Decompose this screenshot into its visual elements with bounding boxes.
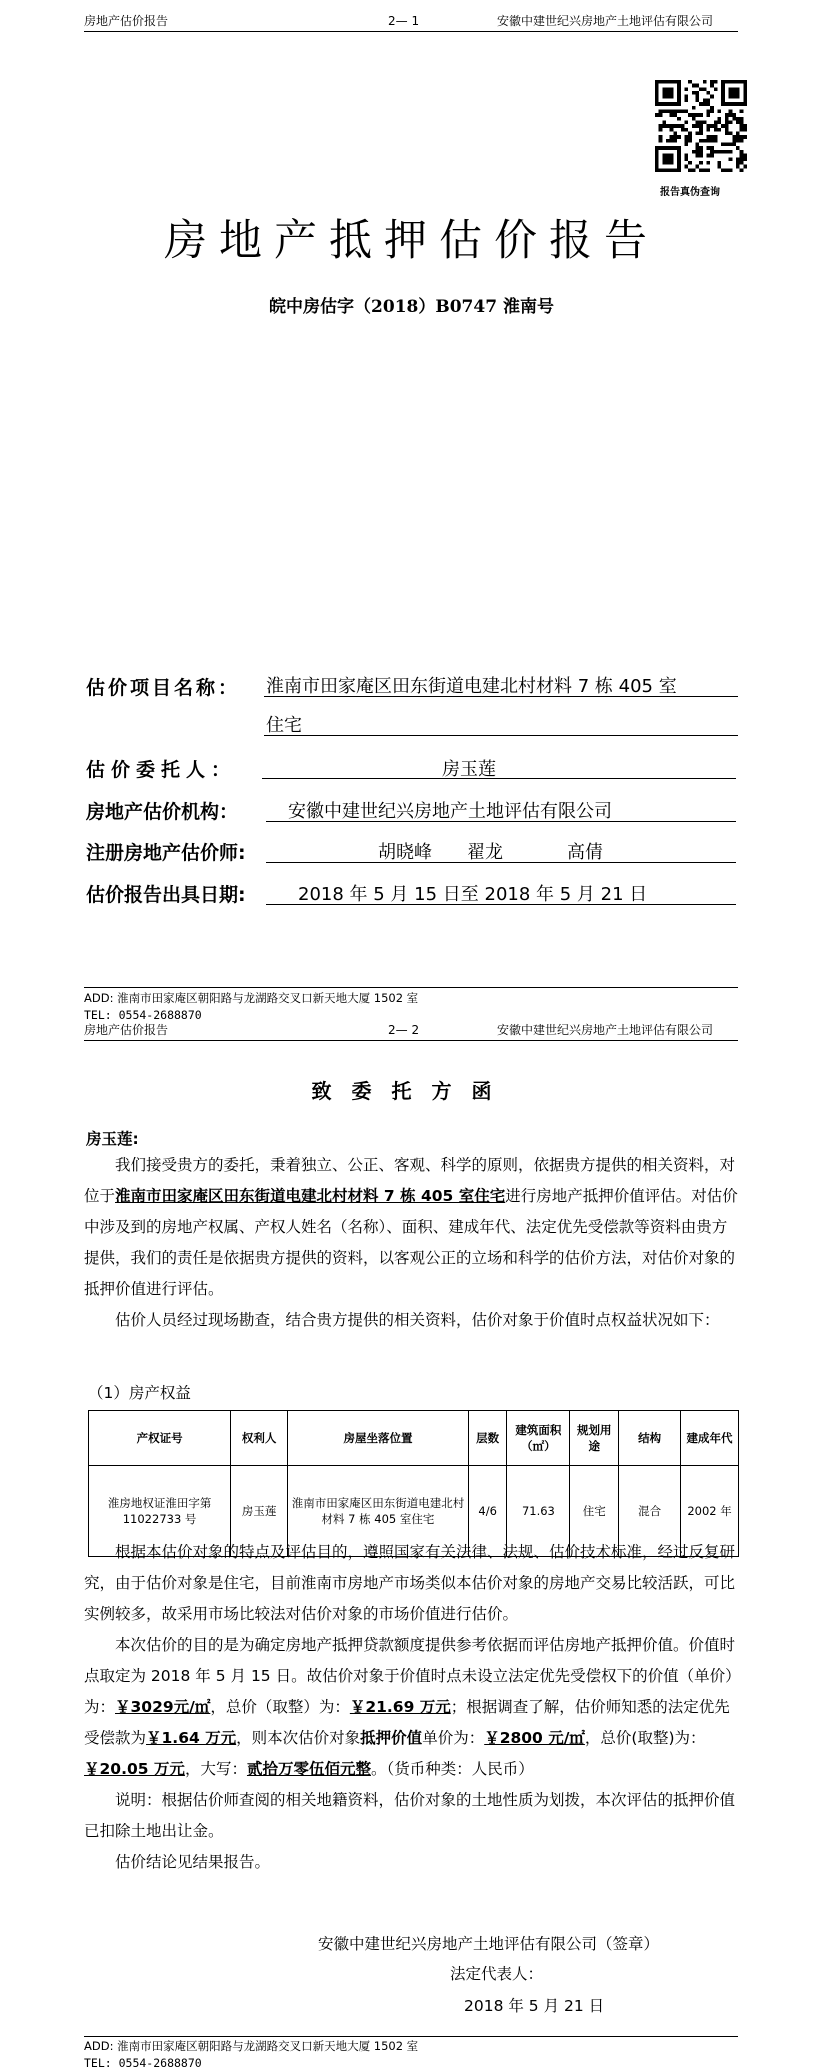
header-left: 房地产估价报告 [84, 1023, 169, 1037]
table-cell: 4/6 [468, 1466, 507, 1557]
table-cell: 淮房地权证淮田字第11022733 号 [89, 1466, 231, 1557]
table-header: 结构 [619, 1411, 681, 1466]
report-number: 皖中房估字（2018）B0747 淮南号 [269, 297, 554, 317]
table-caption: （1）房产权益 [88, 1384, 191, 1402]
project-label: 估价项目名称： [86, 677, 241, 699]
table-cell: 混合 [619, 1466, 681, 1557]
table-cell: 淮南市田家庵区田东街道电建北村材料 7 栋 405 室住宅 [288, 1466, 469, 1557]
table-header: 产权证号 [89, 1411, 231, 1466]
appraiser-underline [266, 862, 736, 863]
agency-value: 安徽中建世纪兴房地产土地评估有限公司 [288, 801, 612, 822]
priority-claim: ￥1.64 万元 [146, 1729, 237, 1747]
footer-rule [84, 987, 738, 988]
mortgage-total: ￥20.05 万元 [84, 1760, 185, 1778]
header-rule [84, 31, 738, 32]
table-header: 建成年代 [681, 1411, 739, 1466]
appraiser-3: 高倩 [567, 842, 603, 863]
table-cell: 房玉莲 [231, 1466, 288, 1557]
unit-price: ￥3029元/㎡ [115, 1698, 211, 1716]
table-cell: 2002 年 [681, 1466, 739, 1557]
paragraph-5: 说明：根据估价师查阅的相关地籍资料，估价对象的土地性质为划拨，本次评估的抵押价值已扣除土地出让金。 [84, 1791, 736, 1840]
footer-rule [84, 2036, 738, 2037]
total-price: ￥21.69 万元 [349, 1698, 451, 1716]
client-underline [262, 778, 736, 779]
header-page: 2— 1 [388, 14, 420, 28]
header-right: 安徽中建世纪兴房地产土地评估有限公司 [497, 14, 714, 28]
agency-label: 房地产估价机构： [86, 801, 239, 823]
footer-address: ADD: 淮南市田家庵区朝阳路与龙湖路交叉口新天地大厦 1502 室 [84, 991, 419, 1005]
letter-body-2 [84, 1537, 738, 1878]
project-value-line1: 淮南市田家庵区田东街道电建北村材料 7 栋 405 室 [266, 676, 677, 697]
client-label: 估价委托人： [86, 759, 237, 781]
table-cell: 71.63 [507, 1466, 570, 1557]
sign-date: 2018 年 5 月 21 日 [464, 1997, 605, 2015]
table-header: 层数 [468, 1411, 507, 1466]
date-label: 估价报告出具日期: [86, 884, 246, 906]
table-header: 规划用途 [570, 1411, 619, 1466]
date-value: 2018 年 5 月 15 日至 2018 年 5 月 21 日 [298, 884, 648, 905]
footer-address: ADD: 淮南市田家庵区朝阳路与龙湖路交叉口新天地大厦 1502 室 [84, 2039, 419, 2053]
table-header: 建筑面积（㎡） [507, 1411, 570, 1466]
appraiser-2: 翟龙 [467, 842, 503, 863]
header-rule [84, 1040, 738, 1041]
appraiser-1: 胡晓峰 [378, 842, 432, 863]
qr-code-icon [655, 80, 747, 172]
agency-underline [266, 821, 736, 822]
paragraph-3: 根据本估价对象的特点及评估目的，遵照国家有关法律、法规、估价技术标准，经过反复研究，由于估价对象是住宅，目前淮南市房地产市场类似本估价对象的房地产交易比较活跃，可比实例较多，故采用市场比较法对估价对象的市场价值进行估价。 [84, 1543, 736, 1623]
paragraph-4: 本次估价的目的是为确定房地产抵押贷款额度提供参考依据而评估房地产抵押价值。价值时点取定为 2018 年 5 月 15 日。故估价对象于价值时点未设立法定优先受偿权下的价值（单价）为：￥3029元/㎡，总价（取整）为：￥21.69 万元；根据调查了解，估价师知悉的法定优先受偿款为￥1.64 万元，则本次估价对象抵押价值单价为：￥2800 元/㎡，总价(取整)为：￥20.05 万元，大写：贰拾万零伍佰元整。（货币种类：人民币） [84, 1636, 736, 1778]
table-header: 权利人 [231, 1411, 288, 1466]
paragraph-6: 估价结论见结果报告。 [115, 1853, 271, 1871]
paragraph-1: 我们接受贵方的委托，秉着独立、公正、客观、科学的原则，依据贵方提供的相关资料，对位于淮南市田家庵区田东街道电建北村材料 7 栋 405 室住宅进行房地产抵押价值评估。对估价中涉及到的房地产权属、产权人姓名（名称）、面积、建成年代、法定优先受偿款等资料由贵方提供，我们的责任是依据贵方提供的资料，以客观公正的立场和科学的估价方法，对估价对象的抵押价值进行评估。 [84, 1156, 738, 1298]
sign-representative: 法定代表人： [450, 1965, 544, 1983]
sign-company: 安徽中建世纪兴房地产土地评估有限公司（签章） [318, 1935, 660, 1953]
header-right: 安徽中建世纪兴房地产土地评估有限公司 [497, 1023, 714, 1037]
project-underline-2 [264, 735, 738, 736]
footer-tel: TEL: 0554-2688870 [84, 2056, 202, 2070]
footer-tel: TEL: 0554-2688870 [84, 1008, 202, 1022]
mortgage-unit-price: ￥2800 元/㎡ [484, 1729, 585, 1747]
letter-title: 致委托方函 [311, 1079, 512, 1103]
capital-amount: 贰拾万零伍佰元整 [246, 1760, 371, 1778]
paragraph-2: 估价人员经过现场勘查，结合贵方提供的相关资料，估价对象于价值时点权益状况如下： [115, 1311, 720, 1329]
project-value-line2: 住宅 [266, 715, 302, 736]
property-address: 淮南市田家庵区田东街道电建北村材料 7 栋 405 室住宅 [115, 1187, 506, 1205]
date-underline [266, 904, 736, 905]
project-underline-1 [264, 696, 738, 697]
header-left: 房地产估价报告 [84, 14, 169, 28]
client-value: 房玉莲 [442, 759, 496, 780]
qr-caption: 报告真伪查询 [660, 187, 720, 198]
table-header: 房屋坐落位置 [288, 1411, 469, 1466]
table-cell: 住宅 [570, 1466, 619, 1557]
main-title: 房地产抵押估价报告 [164, 216, 659, 266]
salutation: 房玉莲: [86, 1130, 139, 1148]
appraiser-label: 注册房地产估价师: [86, 842, 246, 864]
table-header-row [89, 1411, 739, 1466]
header-page: 2— 2 [388, 1023, 420, 1037]
mortgage-value-label: 抵押价值 [360, 1729, 423, 1747]
letter-body-1 [84, 1150, 738, 1336]
property-rights-table [88, 1410, 739, 1557]
